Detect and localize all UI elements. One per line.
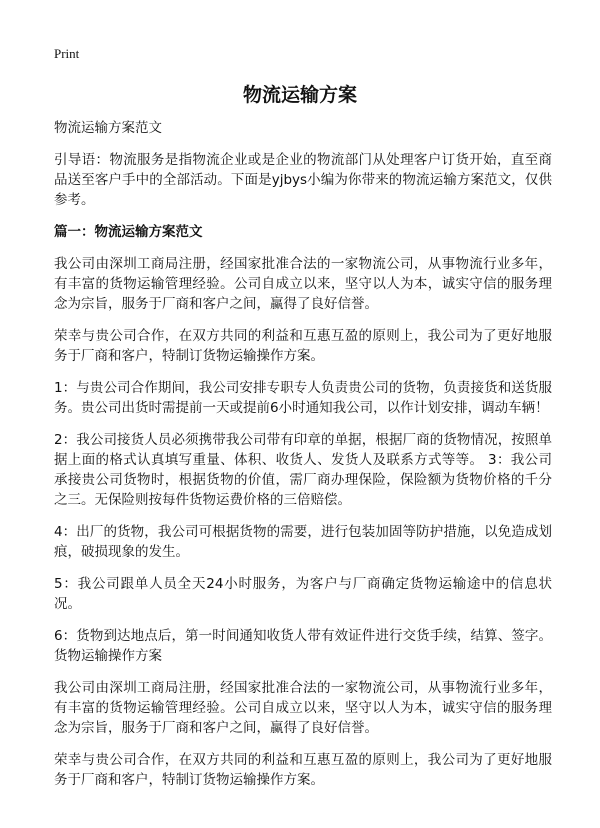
paragraph: 我公司由深圳工商局注册，经国家批准合法的一家物流公司，从事物流行业多年，有丰富的货物运输管理经验。公司自成立以来，坚守以人为本，诚实守信的服务理念为宗旨，服务于厂商和客户之间，赢得了良好信誉。 (54, 680, 552, 736)
page-title: 物流运输方案 (242, 84, 357, 106)
paragraph: 6：货物到达地点后，第一时间通知收货人带有效证件进行交货手续，结算、签字。货物运输操作方案 (54, 628, 552, 664)
paragraph: 1：与贵公司合作期间，我公司安排专职专人负责贵公司的货物，负责接货和送货服务。贵公司出货时需提前一天或提前6小时通知我公司，以作计划安排，调动车辆！ (54, 380, 552, 416)
paragraph: 我公司由深圳工商局注册，经国家批准合法的一家物流公司，从事物流行业多年，有丰富的货物运输管理经验。公司自成立以来，坚守以人为本，诚实守信的服务理念为宗旨，服务于厂商和客户之间，赢得了良好信誉。 (54, 256, 552, 312)
paragraph: 4：出厂的货物，我公司可根据货物的需要，进行包装加固等防护措施，以免造成划痕，破损现象的发生。 (54, 524, 552, 560)
section-heading: 篇一：物流运输方案范文 (54, 224, 203, 240)
paragraph: 荣幸与贵公司合作，在双方共同的利益和互惠互盈的原则上，我公司为了更好地服务于厂商和客户，特制订货物运输操作方案。 (54, 328, 552, 364)
paragraph: 2：我公司接货人员必须携带我公司带有印章的单据，根据厂商的货物情况，按照单据上面的格式认真填写重量、体积、收货人、发货人及联系方式等等。 3：我公司承接贵公司货物时，根据货物的价值，需厂商办理保险，保险额为货物价格的千分之三。无保险则按每件货物运费价格的三倍赔偿。 (54, 432, 552, 508)
document-body (54, 118, 552, 802)
paragraph: 荣幸与贵公司合作，在双方共同的利益和互惠互盈的原则上，我公司为了更好地服务于厂商和客户，特制订货物运输操作方案。 (54, 752, 552, 788)
document-subtitle: 物流运输方案范文 (54, 120, 162, 136)
paragraph: 5：我公司跟单人员全天24小时服务，为客户与厂商确定货物运输途中的信息状况。 (54, 576, 552, 612)
print-link[interactable]: Print (54, 46, 80, 61)
intro-paragraph: 引导语：物流服务是指物流企业或是企业的物流部门从处理客户订货开始，直至商品送至客户手中的全部活动。下面是yjbys小编为你带来的物流运输方案范文，仅供参考。 (54, 152, 552, 208)
